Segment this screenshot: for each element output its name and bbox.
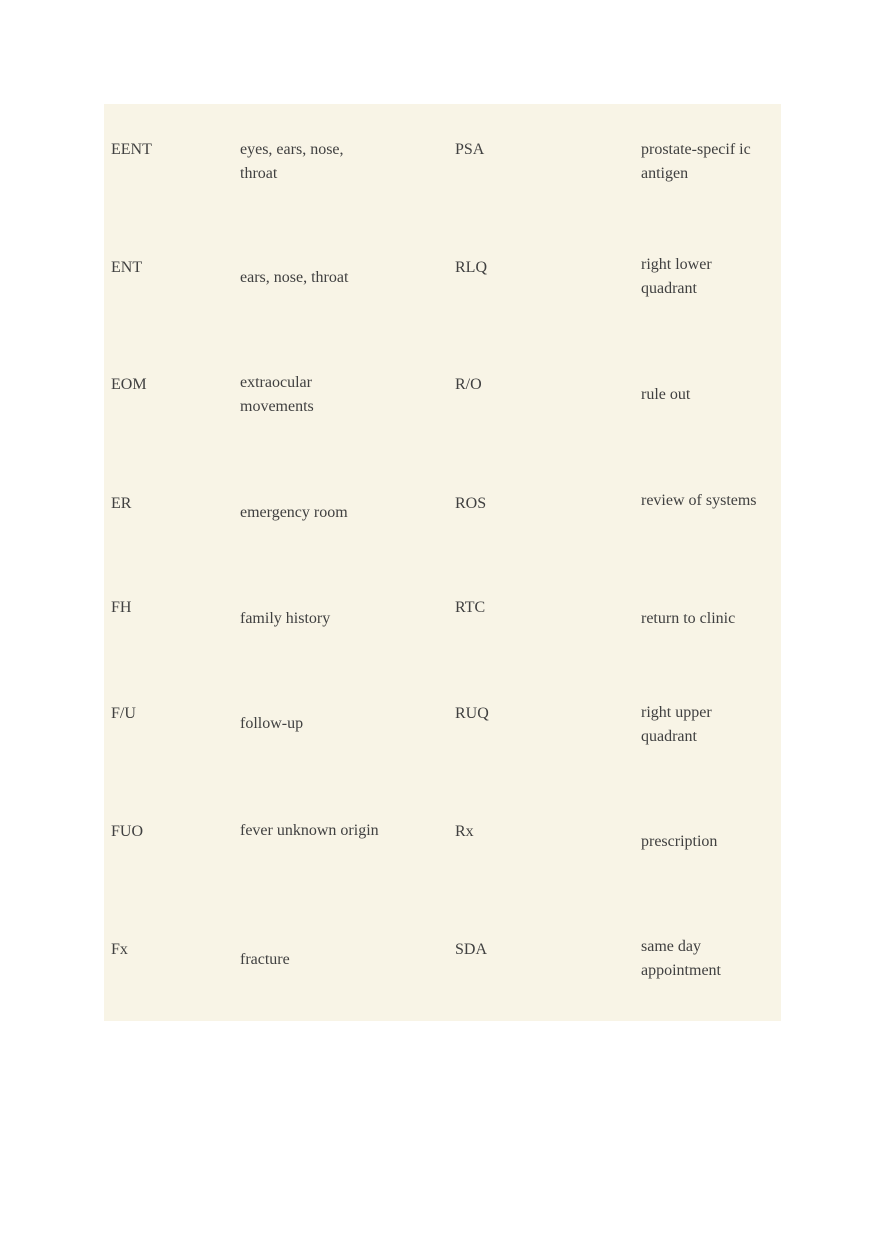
- meaning-right: return to clinic: [641, 610, 736, 627]
- table-row: [104, 458, 781, 568]
- table-row: [104, 680, 781, 790]
- meaning-left: fracture: [240, 951, 290, 968]
- table-row: [104, 574, 781, 684]
- meaning-left: ears, nose, throat: [240, 269, 349, 286]
- abbreviation-left: EOM: [111, 376, 147, 393]
- abbreviation-right: SDA: [455, 941, 488, 958]
- meaning-right: right lower quadrant: [641, 256, 712, 297]
- abbreviation-left: FUO: [111, 823, 144, 840]
- abbreviation-right: RLQ: [455, 259, 487, 276]
- table-row: [104, 104, 781, 214]
- abbreviation-right: Rx: [455, 823, 474, 840]
- abbreviation-right: ROS: [455, 495, 487, 512]
- meaning-right: rule out: [641, 386, 691, 403]
- table-row: [104, 222, 781, 332]
- abbreviation-left: ER: [111, 495, 132, 512]
- meaning-left: follow-up: [240, 715, 304, 732]
- abbreviation-right: PSA: [455, 141, 485, 158]
- abbreviation-right: RTC: [455, 599, 486, 616]
- abbreviation-left: ENT: [111, 259, 143, 276]
- meaning-left: eyes, ears, nose, throat: [240, 141, 344, 182]
- meaning-right: right upper quadrant: [641, 704, 712, 745]
- abbreviation-left: F/U: [111, 705, 136, 722]
- abbreviation-table: [104, 104, 781, 1021]
- abbreviation-left: Fx: [111, 941, 128, 958]
- abbreviation-right: RUQ: [455, 705, 489, 722]
- meaning-right: prescription: [641, 833, 718, 850]
- abbreviation-grid: [104, 104, 781, 1021]
- table-row: [104, 340, 781, 450]
- meaning-right: prostate-specif ic antigen: [641, 141, 751, 182]
- abbreviation-left: EENT: [111, 141, 152, 158]
- meaning-left: family history: [240, 610, 331, 627]
- table-row: [104, 798, 781, 908]
- abbreviation-right: R/O: [455, 376, 482, 393]
- table-row: [104, 916, 781, 1026]
- meaning-right: same day appointment: [641, 938, 721, 979]
- meaning-right: review of systems: [641, 492, 757, 509]
- abbreviation-left: FH: [111, 599, 132, 616]
- meaning-left: emergency room: [240, 504, 348, 521]
- meaning-left: fever unknown origin: [240, 822, 379, 839]
- meaning-left: extraocular movements: [240, 374, 314, 415]
